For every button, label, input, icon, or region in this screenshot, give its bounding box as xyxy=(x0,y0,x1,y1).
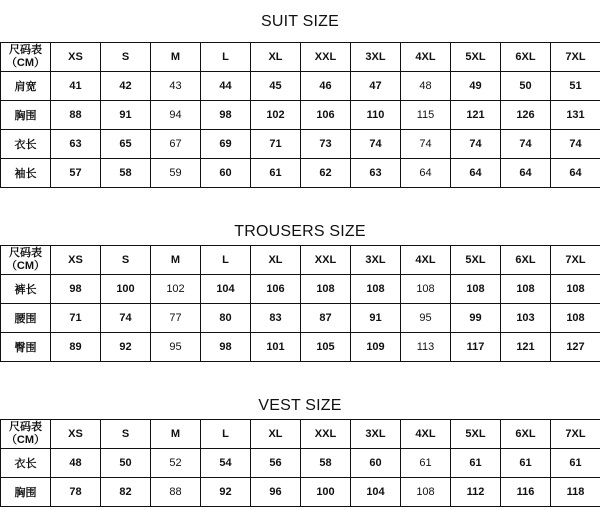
trousers-header-row xyxy=(1,246,600,275)
measurement-cell: 61 xyxy=(501,449,551,478)
measurement-cell: 104 xyxy=(351,478,401,507)
corner-header-line: 尺码表 xyxy=(9,421,42,433)
measurement-cell: 92 xyxy=(101,333,151,362)
measurement-cell: 115 xyxy=(401,101,451,130)
measurement-cell: 102 xyxy=(151,275,201,304)
measurement-cell: 54 xyxy=(201,449,251,478)
measurement-cell: 57 xyxy=(51,159,101,188)
measurement-cell: 105 xyxy=(301,333,351,362)
row-label: 腰围 xyxy=(1,304,51,333)
measurement-cell: 106 xyxy=(301,101,351,130)
measurement-cell: 108 xyxy=(551,304,600,333)
measurement-cell: 41 xyxy=(51,72,101,101)
measurement-cell: 98 xyxy=(201,101,251,130)
measurement-cell: 113 xyxy=(401,333,451,362)
table-row xyxy=(1,159,600,188)
measurement-cell: 102 xyxy=(251,101,301,130)
measurement-cell: 62 xyxy=(301,159,351,188)
size-header: XL xyxy=(251,420,301,449)
size-header: M xyxy=(151,43,201,72)
measurement-cell: 95 xyxy=(401,304,451,333)
suit-corner-header xyxy=(1,43,51,72)
size-header: XXL xyxy=(301,43,351,72)
measurement-cell: 88 xyxy=(151,478,201,507)
measurement-cell: 108 xyxy=(501,275,551,304)
suit-header-row xyxy=(1,43,600,72)
size-header: M xyxy=(151,420,201,449)
vest-corner-header xyxy=(1,420,51,449)
measurement-cell: 58 xyxy=(101,159,151,188)
size-header: 5XL xyxy=(451,420,501,449)
measurement-cell: 71 xyxy=(51,304,101,333)
measurement-cell: 89 xyxy=(51,333,101,362)
measurement-cell: 44 xyxy=(201,72,251,101)
corner-header-line: 尺码表 xyxy=(9,247,42,259)
table-row xyxy=(1,333,600,362)
measurement-cell: 92 xyxy=(201,478,251,507)
measurement-cell: 108 xyxy=(401,275,451,304)
table-row xyxy=(1,72,600,101)
measurement-cell: 50 xyxy=(101,449,151,478)
measurement-cell: 117 xyxy=(451,333,501,362)
size-header: XS xyxy=(51,43,101,72)
measurement-cell: 74 xyxy=(401,130,451,159)
measurement-cell: 74 xyxy=(501,130,551,159)
measurement-cell: 77 xyxy=(151,304,201,333)
measurement-cell: 103 xyxy=(501,304,551,333)
measurement-cell: 100 xyxy=(101,275,151,304)
measurement-cell: 80 xyxy=(201,304,251,333)
measurement-cell: 108 xyxy=(351,275,401,304)
measurement-cell: 61 xyxy=(401,449,451,478)
measurement-cell: 131 xyxy=(551,101,600,130)
measurement-cell: 51 xyxy=(551,72,600,101)
size-header: XL xyxy=(251,246,301,275)
size-header: 5XL xyxy=(451,246,501,275)
measurement-cell: 71 xyxy=(251,130,301,159)
measurement-cell: 59 xyxy=(151,159,201,188)
size-header: XS xyxy=(51,420,101,449)
corner-header-line: 尺码表 xyxy=(9,44,42,56)
size-header: 3XL xyxy=(351,43,401,72)
size-header: M xyxy=(151,246,201,275)
size-header: L xyxy=(201,420,251,449)
measurement-cell: 47 xyxy=(351,72,401,101)
measurement-cell: 91 xyxy=(351,304,401,333)
measurement-cell: 63 xyxy=(351,159,401,188)
table-row xyxy=(1,275,600,304)
size-header: S xyxy=(101,420,151,449)
measurement-cell: 58 xyxy=(301,449,351,478)
size-header: 5XL xyxy=(451,43,501,72)
vest-header-row xyxy=(1,420,600,449)
measurement-cell: 106 xyxy=(251,275,301,304)
table-row xyxy=(1,101,600,130)
measurement-cell: 104 xyxy=(201,275,251,304)
measurement-cell: 64 xyxy=(551,159,600,188)
measurement-cell: 88 xyxy=(51,101,101,130)
measurement-cell: 60 xyxy=(351,449,401,478)
measurement-cell: 99 xyxy=(451,304,501,333)
measurement-cell: 46 xyxy=(301,72,351,101)
measurement-cell: 61 xyxy=(551,449,600,478)
measurement-cell: 116 xyxy=(501,478,551,507)
measurement-cell: 56 xyxy=(251,449,301,478)
size-header: L xyxy=(201,246,251,275)
size-header: 4XL xyxy=(401,43,451,72)
size-header: 4XL xyxy=(401,420,451,449)
size-header: XL xyxy=(251,43,301,72)
row-label: 胸围 xyxy=(1,478,51,507)
size-header: L xyxy=(201,43,251,72)
measurement-cell: 48 xyxy=(401,72,451,101)
measurement-cell: 43 xyxy=(151,72,201,101)
measurement-cell: 64 xyxy=(401,159,451,188)
measurement-cell: 69 xyxy=(201,130,251,159)
measurement-cell: 127 xyxy=(551,333,600,362)
measurement-cell: 48 xyxy=(51,449,101,478)
vest-size-title: VEST SIZE xyxy=(258,397,342,414)
suit-size-title: SUIT SIZE xyxy=(261,13,339,30)
measurement-cell: 100 xyxy=(301,478,351,507)
table-row xyxy=(1,478,600,507)
measurement-cell: 45 xyxy=(251,72,301,101)
measurement-cell: 109 xyxy=(351,333,401,362)
measurement-cell: 74 xyxy=(551,130,600,159)
measurement-cell: 95 xyxy=(151,333,201,362)
row-label: 袖长 xyxy=(1,159,51,188)
size-header: XXL xyxy=(301,246,351,275)
corner-header-line: （CM） xyxy=(5,260,46,272)
size-header: S xyxy=(101,246,151,275)
measurement-cell: 52 xyxy=(151,449,201,478)
measurement-cell: 64 xyxy=(501,159,551,188)
measurement-cell: 61 xyxy=(251,159,301,188)
measurement-cell: 50 xyxy=(501,72,551,101)
measurement-cell: 98 xyxy=(51,275,101,304)
measurement-cell: 108 xyxy=(551,275,600,304)
trousers-size-table xyxy=(0,245,600,362)
row-label: 衣长 xyxy=(1,130,51,159)
size-header: 7XL xyxy=(551,43,600,72)
measurement-cell: 98 xyxy=(201,333,251,362)
measurement-cell: 121 xyxy=(501,333,551,362)
size-header: 7XL xyxy=(551,246,600,275)
measurement-cell: 121 xyxy=(451,101,501,130)
measurement-cell: 82 xyxy=(101,478,151,507)
measurement-cell: 126 xyxy=(501,101,551,130)
measurement-cell: 96 xyxy=(251,478,301,507)
row-label: 衣长 xyxy=(1,449,51,478)
measurement-cell: 63 xyxy=(51,130,101,159)
vest-size-table xyxy=(0,419,600,507)
measurement-cell: 118 xyxy=(551,478,600,507)
measurement-cell: 110 xyxy=(351,101,401,130)
measurement-cell: 112 xyxy=(451,478,501,507)
measurement-cell: 74 xyxy=(101,304,151,333)
measurement-cell: 60 xyxy=(201,159,251,188)
measurement-cell: 67 xyxy=(151,130,201,159)
measurement-cell: 94 xyxy=(151,101,201,130)
measurement-cell: 74 xyxy=(451,130,501,159)
measurement-cell: 108 xyxy=(451,275,501,304)
row-label: 胸围 xyxy=(1,101,51,130)
row-label: 臀围 xyxy=(1,333,51,362)
suit-size-table xyxy=(0,42,600,188)
measurement-cell: 74 xyxy=(351,130,401,159)
measurement-cell: 65 xyxy=(101,130,151,159)
size-header: 3XL xyxy=(351,420,401,449)
size-header: 6XL xyxy=(501,246,551,275)
measurement-cell: 91 xyxy=(101,101,151,130)
measurement-cell: 78 xyxy=(51,478,101,507)
size-header: 4XL xyxy=(401,246,451,275)
row-label: 肩宽 xyxy=(1,72,51,101)
table-row xyxy=(1,130,600,159)
size-header: 7XL xyxy=(551,420,600,449)
measurement-cell: 42 xyxy=(101,72,151,101)
measurement-cell: 61 xyxy=(451,449,501,478)
size-header: XS xyxy=(51,246,101,275)
measurement-cell: 108 xyxy=(401,478,451,507)
corner-header-line: （CM） xyxy=(5,434,46,446)
measurement-cell: 108 xyxy=(301,275,351,304)
size-header: S xyxy=(101,43,151,72)
measurement-cell: 83 xyxy=(251,304,301,333)
row-label: 裤长 xyxy=(1,275,51,304)
corner-header-line: （CM） xyxy=(5,57,46,69)
measurement-cell: 87 xyxy=(301,304,351,333)
measurement-cell: 73 xyxy=(301,130,351,159)
size-header: XXL xyxy=(301,420,351,449)
measurement-cell: 101 xyxy=(251,333,301,362)
measurement-cell: 49 xyxy=(451,72,501,101)
trousers-corner-header xyxy=(1,246,51,275)
measurement-cell: 64 xyxy=(451,159,501,188)
table-row xyxy=(1,449,600,478)
size-header: 3XL xyxy=(351,246,401,275)
table-row xyxy=(1,304,600,333)
trousers-size-title: TROUSERS SIZE xyxy=(234,223,366,240)
size-header: 6XL xyxy=(501,420,551,449)
size-header: 6XL xyxy=(501,43,551,72)
